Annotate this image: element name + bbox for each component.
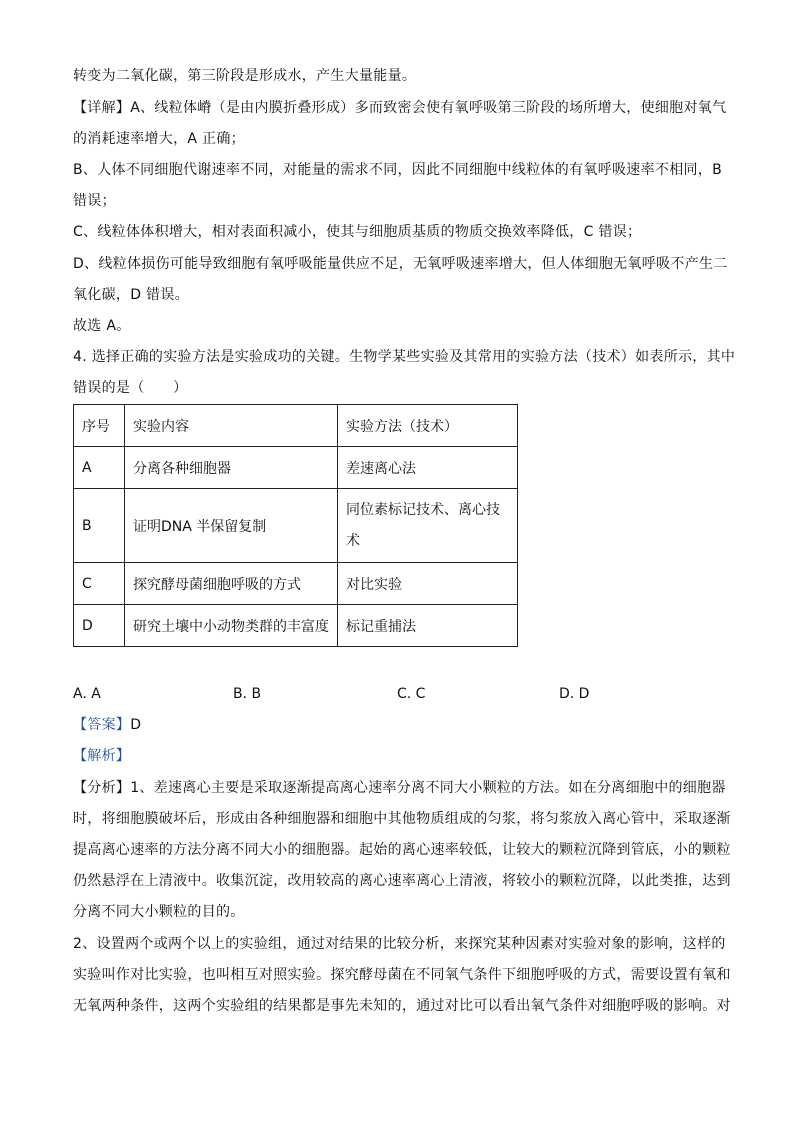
text-line: 转变为二氧化碳，第三阶段是形成水，产生大量能量。 <box>73 68 417 84</box>
row-method-cell: 差速离心法 <box>338 447 518 489</box>
analysis-line: 提高离心速率的方法分离不同大小的细胞器。起始的离心速率较低，让较大的颗粒沉降到管底，小的颗粒 <box>73 842 731 858</box>
table-row <box>74 563 518 605</box>
option-d: D. D <box>559 686 590 702</box>
analysis-line: 2、设置两个或两个以上的实验组，通过对结果的比较分析，来探究某种因素对实验对象的影响，这样的 <box>73 936 726 952</box>
analysis-line: 【分析】1、差速离心主要是采取逐渐提高离心速率分离不同大小颗粒的方法。如在分离细胞中的细胞器 <box>73 780 726 796</box>
text-line: D、线粒体损伤可能导致细胞有氧呼吸能量供应不足，无氧呼吸速率增大，但人体细胞无氧呼吸不产生二 <box>73 256 728 272</box>
table-row <box>74 489 518 563</box>
analysis-line: 时，将细胞膜破坏后，形成由各种细胞器和细胞中其他物质组成的匀浆，将匀浆放入离心管中，采取逐渐 <box>73 811 731 827</box>
answer-label: 【答案】 <box>73 717 131 733</box>
text-line: C、线粒体体积增大，相对表面积减小，使其与细胞质基质的物质交换效率降低，C 错误； <box>73 224 642 240</box>
option-a: A. A <box>73 686 101 702</box>
row-content-cell: 分离各种细胞器 <box>125 447 338 489</box>
text-line: 错误； <box>73 193 116 209</box>
option-c: C. C <box>397 686 426 702</box>
answer-value: D <box>130 717 142 733</box>
conclusion-line: 故选 A。 <box>73 318 131 334</box>
question-line: 4. 选择正确的实验方法是实验成功的关键。生物学某些实验及其常用的实验方法（技术）如表所示，其中 <box>73 349 736 365</box>
analysis-line: 无氧两种条件，这两个实验组的结果都是事先未知的，通过对比可以看出氧气条件对细胞呼吸的影响。对 <box>73 998 731 1014</box>
method-line: 同位素标记技术、离心技 <box>346 501 500 518</box>
row-id-cell: A <box>74 447 125 489</box>
analysis-line: 实验叫作对比实验，也叫相互对照实验。探究酵母菌在不同氧气条件下细胞呼吸的方式，需要设置有氧和 <box>73 967 731 983</box>
answer-line <box>73 715 141 735</box>
question-line: 错误的是（ ） <box>73 380 188 396</box>
row-id-cell: D <box>74 605 125 647</box>
table-row <box>74 605 518 647</box>
row-content-cell: 探究酵母菌细胞呼吸的方式 <box>125 563 338 605</box>
text-line: B、人体不同细胞代谢速率不同，对能量的需求不同，因此不同细胞中线粒体的有氧呼吸速率不相同，B <box>73 162 723 178</box>
header-cell: 实验内容 <box>125 405 338 447</box>
table-row <box>74 447 518 489</box>
header-cell: 序号 <box>74 405 125 447</box>
row-content-cell: 研究土壤中小动物类群的丰富度 <box>125 605 338 647</box>
method-line: 术 <box>346 532 360 549</box>
header-cell: 实验方法（技术） <box>338 405 518 447</box>
row-method-cell <box>338 489 518 563</box>
detail-line: 【详解】A、线粒体嵴（是由内膜折叠形成）多而致密会使有氧呼吸第三阶段的场所增大，使细胞对氧气 <box>73 100 727 116</box>
table-header-row <box>74 405 518 447</box>
text-line: 的消耗速率增大，A 正确； <box>73 131 245 147</box>
experiment-table <box>73 404 518 647</box>
text-line: 氧化碳，D 错误。 <box>73 287 189 303</box>
row-id-cell: C <box>74 563 125 605</box>
analysis-line: 仍然悬浮在上清液中。收集沉淀，改用较高的离心速率离心上清液，将较小的颗粒沉降，以此类推，达到 <box>73 873 731 889</box>
analysis-line: 分离不同大小颗粒的目的。 <box>73 904 245 920</box>
row-method-cell: 标记重捕法 <box>338 605 518 647</box>
row-method-cell: 对比实验 <box>338 563 518 605</box>
row-id-cell: B <box>74 489 125 563</box>
row-content-cell: 证明DNA 半保留复制 <box>125 489 338 563</box>
analysis-label: 【解析】 <box>73 748 131 764</box>
option-b: B. B <box>233 686 262 702</box>
